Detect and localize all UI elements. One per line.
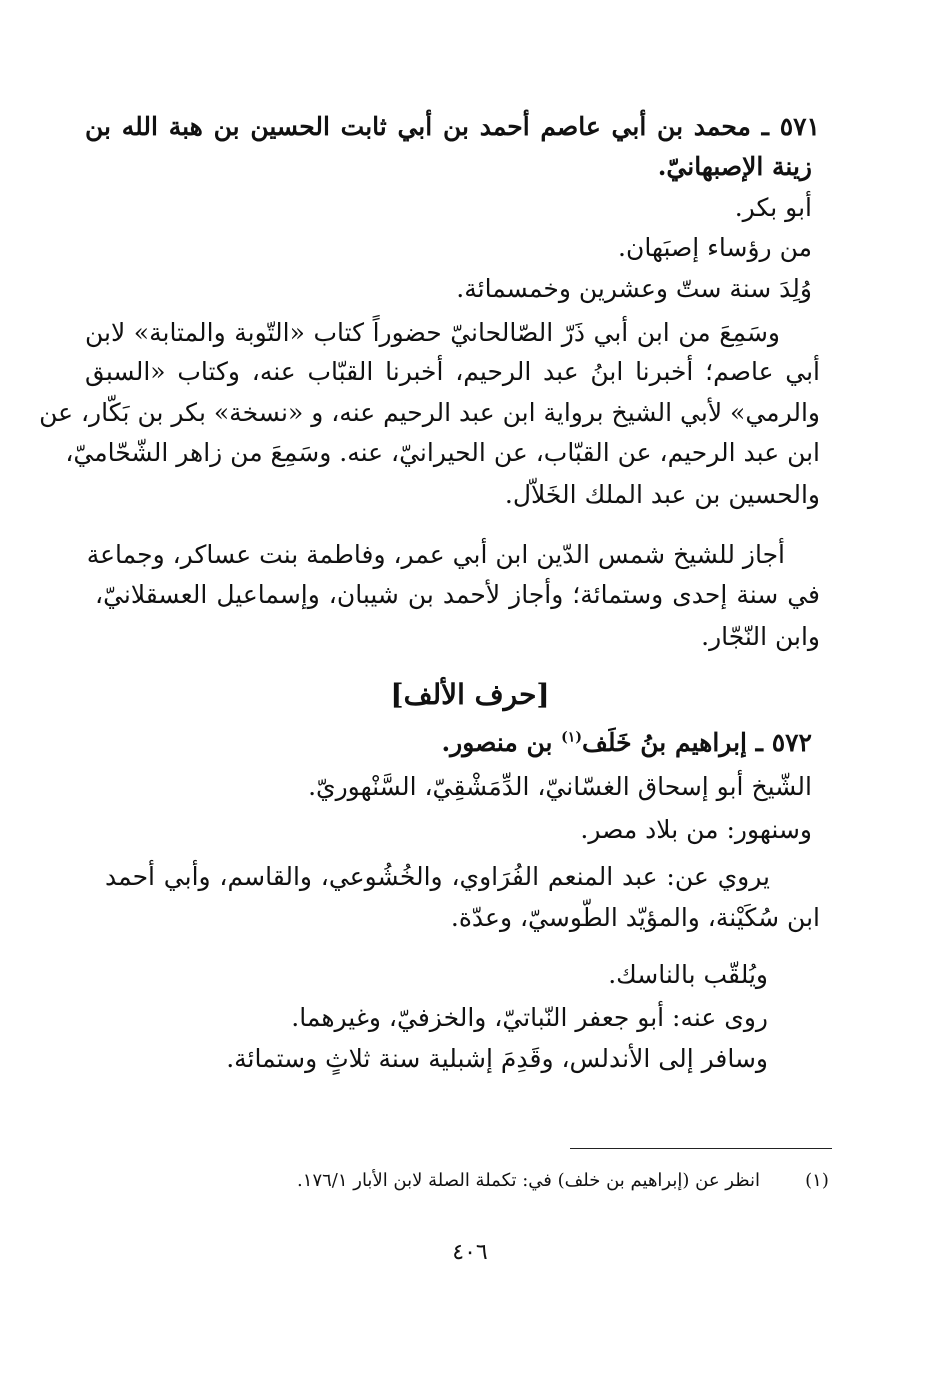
entry-571-line11: أجاز للشيخ شمس الدّين ابن أبي عمر، وفاطمة بنت عساكر، وجماعة [86, 540, 785, 569]
section-heading: [حرف الألف] [390, 678, 550, 711]
entry-571-line6: وسَمِعَ من ابن أبي ذَرّ الصّالحانيّ حضوراً كتاب «التّوبة والمتابة» لابن [85, 318, 780, 347]
entry-572-line2: الشّيخ أبو إسحاق الغسّانيّ، الدِّمَشْقِيّ، السَّنْهوريّ. [308, 772, 812, 801]
entry-571-line8: والرمي» لأبي الشيخ برواية ابن عبد الرحيم عنه، و «نسخة» بكر بن بَكّار، عن [39, 398, 820, 427]
entry-572-heading [441, 728, 812, 758]
entry-572-line6: ويُلقّب بالناسك. [608, 960, 768, 989]
entry-571-heading-line2: زينة الإصبهانيّ. [657, 152, 812, 181]
entry-571-line13: وابن النّجّار. [701, 622, 820, 651]
entry-571-heading-line1: ٥٧١ ـ محمد بن أبي عاصم أحمد بن أبي ثابت الحسين بن هبة الله بن [85, 112, 820, 141]
entry-572-line7: روى عنه: أبو جعفر النّباتيّ، والخزفيّ، وغيرهما. [291, 1003, 768, 1032]
page-number: ٤٠٦ [452, 1240, 488, 1265]
entry-571-line5: وُلِدَ سنة ستّ وعشرين وخمسمائة. [456, 274, 812, 303]
entry-571-line12: في سنة إحدى وستمائة؛ وأجاز لأحمد بن شيبان، وإسماعيل العسقلانيّ، [95, 580, 820, 609]
entry-572-line4: يروي عن: عبد المنعم الفُرَاوي، والخُشُوعي، والقاسم، وأبي أحمد [105, 862, 770, 891]
entry-571-line4: من رؤساء إصبَهان. [618, 233, 812, 262]
footnote-reference: (١) [561, 729, 582, 746]
entry-572-line5: ابن سُكَيْنة، والمؤيّد الطّوسيّ، وعدّة. [450, 903, 820, 932]
entry-571-line10: والحسين بن عبد الملك الخَلاّل. [504, 480, 820, 509]
entry-572-name: ٥٧٢ ـ إبراهيم بنُ خَلَف [581, 728, 812, 757]
footnote-number: (١) [805, 1170, 829, 1191]
entry-571-line7: أبي عاصم؛ أخبرنا ابنُ عبد الرحيم، أخبرنا القبّاب عنه، وكتاب «السبق [85, 357, 820, 386]
entry-572-name-end: بن منصور. [441, 728, 562, 757]
entry-572-line3: وسنهور: من بلاد مصر. [580, 815, 812, 844]
footnote-divider [570, 1148, 832, 1149]
entry-571-line9: ابن عبد الرحيم، عن القبّاب، عن الحيرانيّ، عنه. وسَمِعَ من زاهر الشّحّاميّ، [65, 438, 820, 467]
footnote-text: انظر عن (إبراهيم بن خلف) في: تكملة الصلة لابن الأبار ١٧٦/١. [297, 1170, 760, 1191]
entry-571-line3: أبو بكر. [734, 193, 812, 222]
entry-572-line8: وسافر إلى الأندلس، وقَدِمَ إشبلية سنة ثلاثٍ وستمائة. [226, 1044, 768, 1073]
